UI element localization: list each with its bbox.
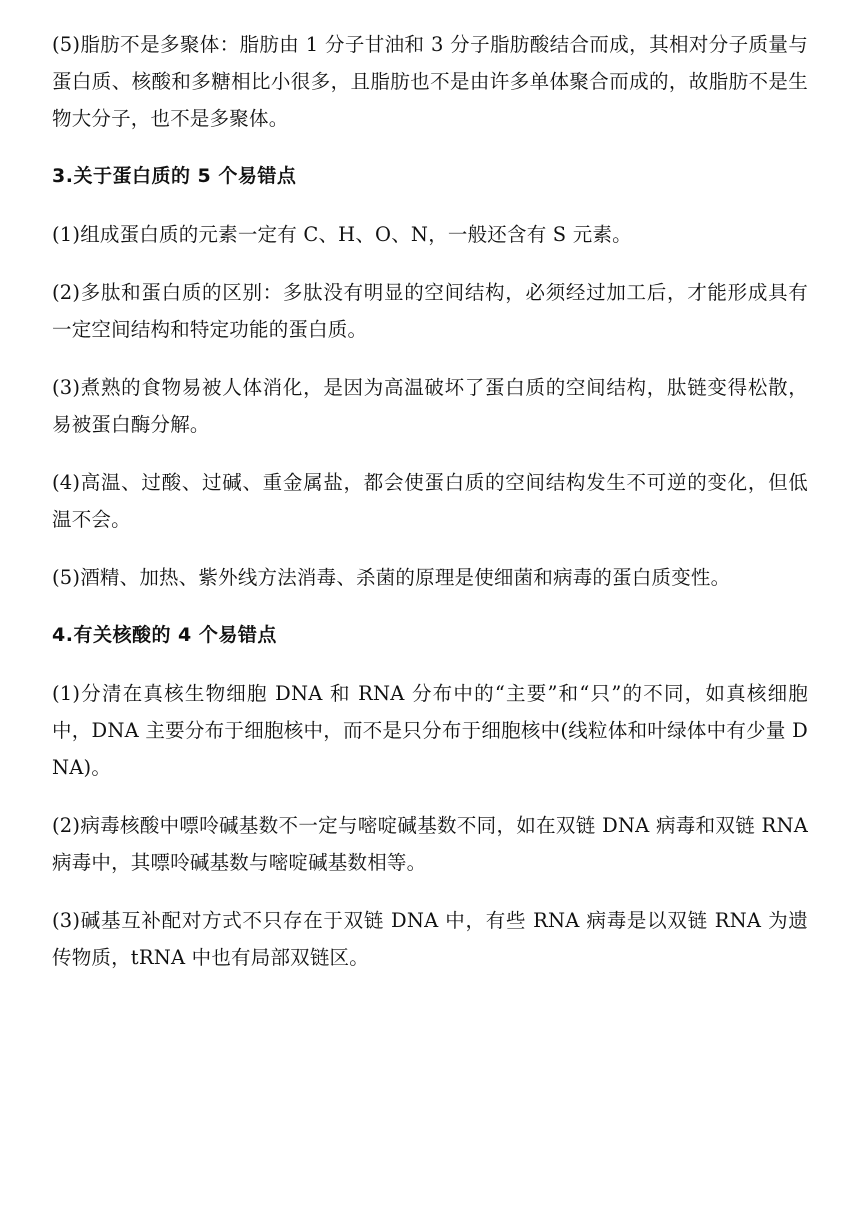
protein-section-heading: 3.关于蛋白质的 5 个易错点 — [52, 165, 297, 187]
nucleic-section-heading: 4.有关核酸的 4 个易错点 — [52, 624, 277, 646]
protein-item-3: (3)煮熟的食物易被人体消化，是因为高温破坏了蛋白质的空间结构，肽链变得松散，易被蛋白酶分解。 — [52, 376, 808, 436]
protein-item-2: (2)多肽和蛋白质的区别：多肽没有明显的空间结构，必须经过加工后，才能形成具有一定空间结构和特定功能的蛋白质。 — [52, 281, 808, 341]
protein-item-5: (5)酒精、加热、紫外线方法消毒、杀菌的原理是使细菌和病毒的蛋白质变性。 — [52, 566, 731, 589]
nucleic-item-1: (1)分清在真核生物细胞 DNA 和 RNA 分布中的“主要”和“只”的不同，如真核细胞中，DNA 主要分布于细胞核中，而不是只分布于细胞核中(线粒体和叶绿体中有少量 DNA)。 — [52, 682, 808, 779]
protein-item-4: (4)高温、过酸、过碱、重金属盐，都会使蛋白质的空间结构发生不可逆的变化，但低温不会。 — [52, 471, 808, 531]
protein-item-1: (1)组成蛋白质的元素一定有 C、H、O、N，一般还含有 S 元素。 — [52, 223, 632, 246]
fat-item-5: (5)脂肪不是多聚体：脂肪由 1 分子甘油和 3 分子脂肪酸结合而成，其相对分子质量与蛋白质、核酸和多糖相比小很多，且脂肪也不是由许多单体聚合而成的，故脂肪不是生物大分子，也不是多聚体。 — [52, 33, 808, 130]
nucleic-item-3: (3)碱基互补配对方式不只存在于双链 DNA 中，有些 RNA 病毒是以双链 RNA 为遗传物质，tRNA 中也有局部双链区。 — [52, 909, 808, 969]
nucleic-item-2: (2)病毒核酸中嘌呤碱基数不一定与嘧啶碱基数不同，如在双链 DNA 病毒和双链 RNA 病毒中，其嘌呤碱基数与嘧啶碱基数相等。 — [52, 814, 808, 874]
